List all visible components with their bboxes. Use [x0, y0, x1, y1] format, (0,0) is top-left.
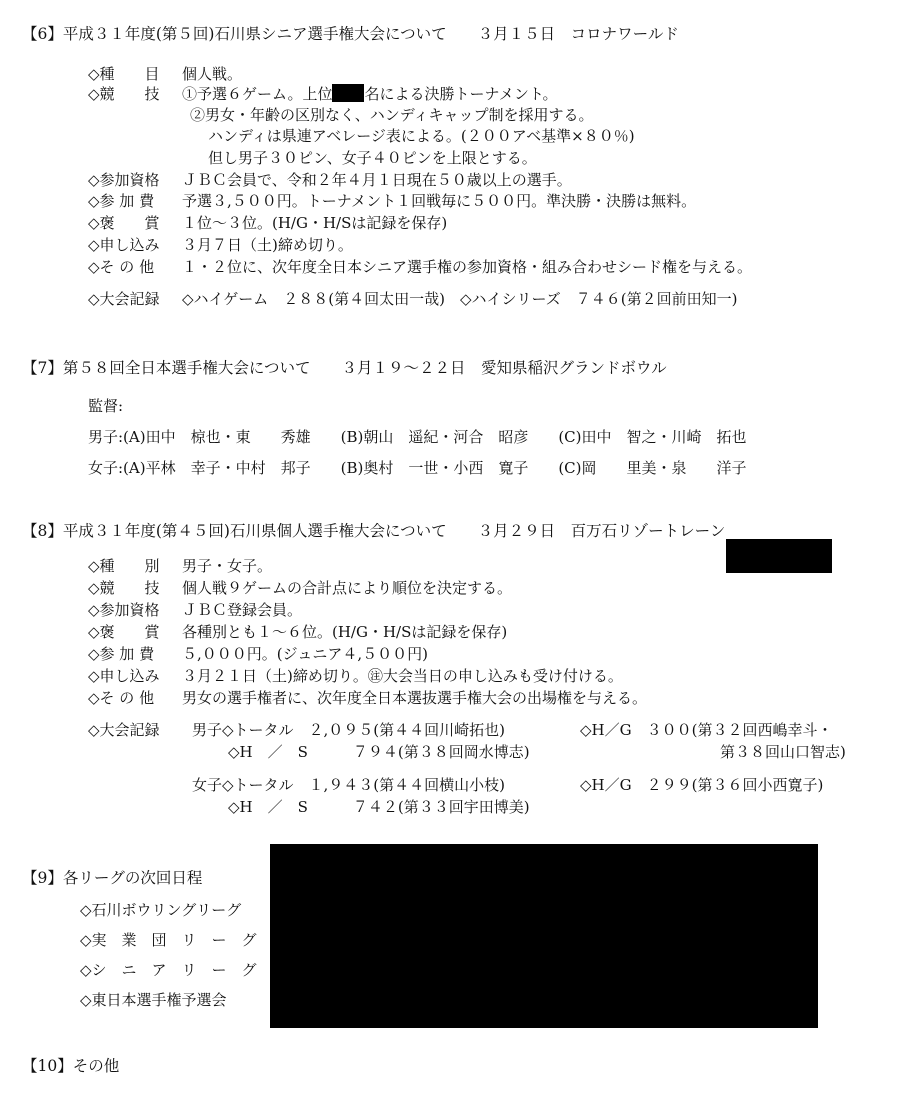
row-text: ５,０００円。(ジュニア４,５００円): [182, 645, 428, 663]
s9-league-item: ◇東日本選手権予選会: [80, 991, 227, 1009]
s7-men-team: 男子:(A)田中 椋也・東 秀雄 (B)朝山 遥紀・河合 昭彦 (C)田中 智之・川崎 拓也: [88, 428, 747, 446]
row-text: 男子・女子。: [182, 557, 273, 575]
s8-men-hg-record-cont: 第３８回山口智志): [720, 743, 846, 761]
row-label: ◇種 目: [88, 65, 160, 83]
s8-records-label: ◇大会記録: [88, 721, 160, 739]
s6-row-fee: [88, 191, 696, 211]
s8-men-total-record: 男子◇トータル ２,０９５(第４４回川崎拓也): [192, 721, 506, 739]
row-label: ◇参 加 費: [88, 645, 155, 663]
section-9-heading: 【9】各リーグの次回日程: [22, 869, 203, 887]
s8-men-hs-record: ◇H ／ S ７９４(第３８回岡水博志): [228, 743, 530, 761]
s9-league-item: ◇シ ニ ア リ ー グ: [80, 961, 257, 979]
s6-row-application: [88, 235, 353, 255]
row-label: ◇褒 賞: [88, 214, 160, 232]
row-text: １・２位に、次年度全日本シニア選手権の参加資格・組み合わせシード権を与える。: [182, 258, 753, 276]
s8-row-category: [88, 556, 272, 576]
s6-row-other: [88, 257, 752, 277]
s7-women-team: 女子:(A)平林 幸子・中村 邦子 (B)奥村 一世・小西 寛子 (C)岡 里美・泉 洋子: [88, 459, 747, 477]
row-label: ◇申し込み: [88, 667, 160, 685]
row-text-part-a: ①予選６ゲーム。上位: [182, 85, 333, 103]
row-label: ◇大会記録: [88, 290, 160, 308]
row-label: ◇参加資格: [88, 171, 160, 189]
row-label: ◇参 加 費: [88, 192, 155, 210]
s8-men-hg-record: ◇H／G ３００(第３２回西嶋幸斗・: [580, 721, 833, 739]
s9-league-item: ◇石川ボウリングリーグ: [80, 901, 242, 919]
s6-row-records: [88, 289, 737, 309]
row-text: ＪＢＣ登録会員。: [182, 601, 303, 619]
row-label: ◇参加資格: [88, 601, 160, 619]
s8-row-application: [88, 666, 623, 686]
s8-women-hs-record: ◇H ／ S ７４２(第３３回宇田博美): [228, 798, 530, 816]
section-10-heading: 【10】その他: [22, 1057, 120, 1075]
s6-row-eligibility: [88, 170, 572, 190]
row-label: ◇申し込み: [88, 236, 160, 254]
s8-row-fee: [88, 644, 428, 664]
redaction-box: [332, 84, 364, 102]
s6-row-handicap-basis: ハンディは県連アベレージ表による。(２００アベ基準×８０％): [208, 127, 635, 145]
row-label: ◇種 別: [88, 557, 160, 575]
redaction-box: [726, 539, 832, 573]
row-text: １位～３位。(H/G・H/Sは記録を保存): [182, 214, 448, 232]
row-text: ３月２１日（土)締め切り。㊟大会当日の申し込みも受け付ける。: [182, 667, 623, 685]
section-8-heading: 【8】平成３１年度(第４５回)石川県個人選手権大会について ３月２９日 百万石リゾートレーン: [22, 522, 726, 540]
row-text: ３月７日（土)締め切り。: [182, 236, 353, 254]
row-text: 各種別とも１～６位。(H/G・H/Sは記録を保存): [182, 623, 508, 641]
s8-row-eligibility: [88, 600, 302, 620]
row-text: 男女の選手権者に、次年度全日本選抜選手権大会の出場権を与える。: [182, 689, 648, 707]
s6-row-event: [88, 64, 242, 84]
s8-row-other: [88, 688, 647, 708]
s7-supervisor-label: 監督:: [88, 397, 124, 415]
row-label: ◇褒 賞: [88, 623, 160, 641]
section-6-heading: 【6】平成３１年度(第５回)石川県シニア選手権大会について ３月１５日 コロナワールド: [22, 25, 679, 43]
s6-row-prizes: [88, 213, 447, 233]
s8-row-prizes: [88, 622, 507, 642]
s8-women-hg-record: ◇H／G ２９９(第３６回小西寛子): [580, 776, 824, 794]
s8-row-competition: [88, 578, 512, 598]
row-label: ◇競 技: [88, 85, 160, 103]
row-text: 予選３,５００円。トーナメント１回戦毎に５００円。準決勝・決勝は無料。: [182, 192, 697, 210]
section-7-heading: 【7】第５８回全日本選手権大会について ３月１９～２２日 愛知県稲沢グランドボウル: [22, 359, 667, 377]
s6-row-handicap: ②男女・年齢の区別なく、ハンディキャップ制を採用する。: [190, 106, 594, 124]
s6-row-competition: [88, 84, 558, 104]
s9-league-item: ◇実 業 団 リ ー グ: [80, 931, 257, 949]
row-label: ◇競 技: [88, 579, 160, 597]
row-label: ◇そ の 他: [88, 689, 155, 707]
row-text: ＪＢＣ会員で、令和２年４月１日現在５０歳以上の選手。: [182, 171, 572, 189]
row-text: 個人戦。: [182, 65, 243, 83]
redaction-box: [270, 844, 818, 1028]
s8-women-total-record: 女子◇トータル １,９４３(第４４回横山小枝): [192, 776, 506, 794]
row-label: ◇そ の 他: [88, 258, 155, 276]
row-text: ◇ハイゲーム ２８８(第４回太田一哉) ◇ハイシリーズ ７４６(第２回前田知一): [182, 290, 738, 308]
row-text-part-b: 名による決勝トーナメント。: [364, 85, 558, 103]
s6-row-handicap-cap: 但し男子３０ピン、女子４０ピンを上限とする。: [208, 149, 537, 167]
row-text: 個人戦９ゲームの合計点により順位を決定する。: [182, 579, 513, 597]
